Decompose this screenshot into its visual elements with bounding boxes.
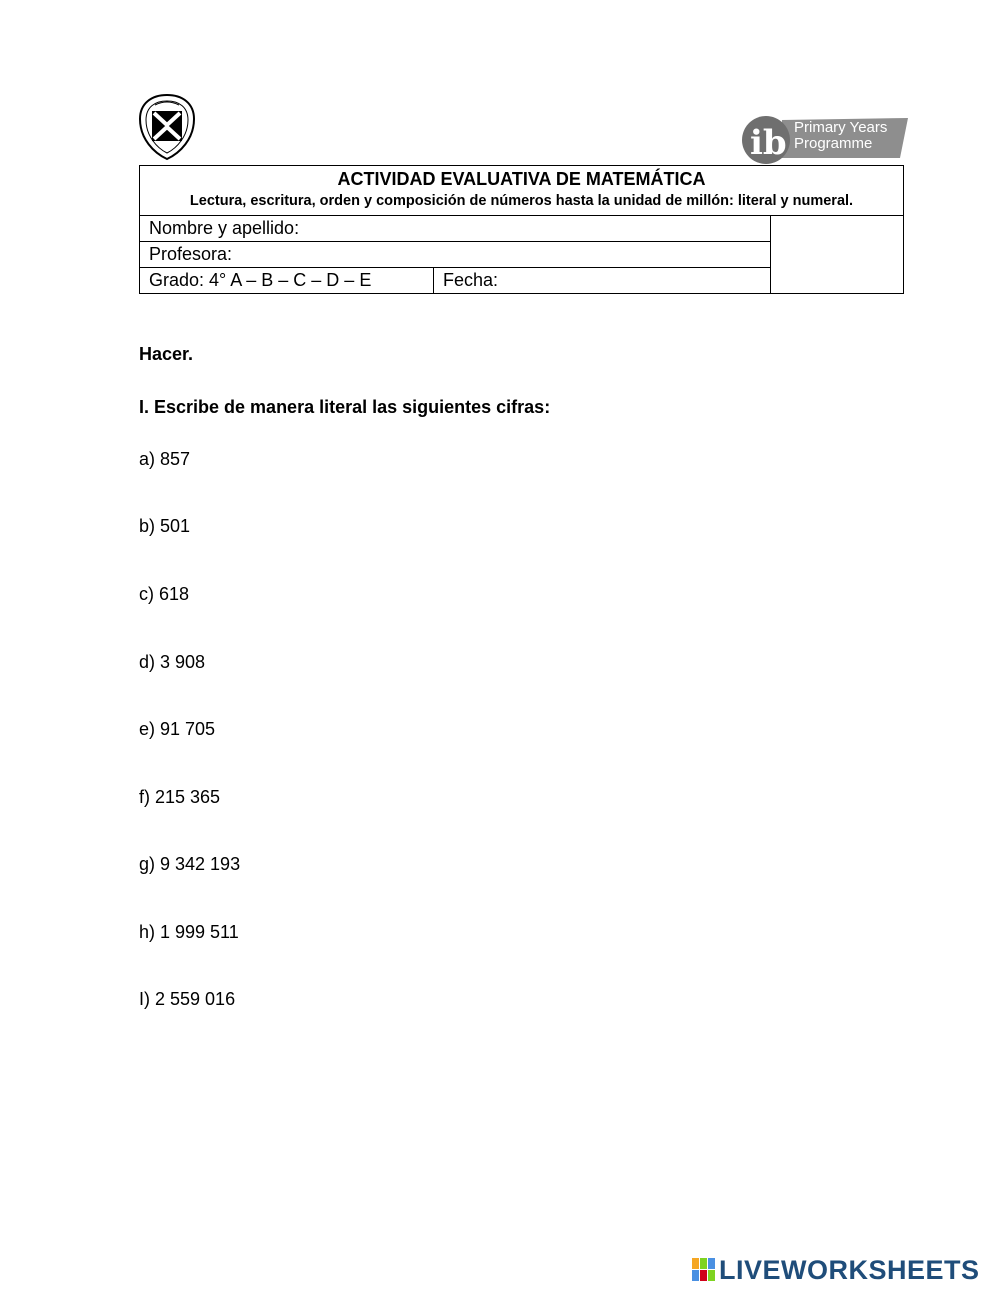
liveworksheets-brand[interactable] bbox=[692, 1255, 980, 1285]
list-item: f) 215 365 bbox=[139, 787, 221, 807]
ib-program-text: Primary Years Programme bbox=[794, 119, 888, 152]
list-item: g) 9 342 193 bbox=[139, 854, 241, 874]
list-item: c) 618 bbox=[139, 584, 190, 604]
title-cell bbox=[140, 166, 904, 216]
date-field[interactable]: Fecha: bbox=[434, 268, 771, 294]
list-item: b) 501 bbox=[139, 516, 191, 536]
list-item: a) 857 bbox=[139, 449, 191, 469]
grade-field[interactable]: Grado: 4° A – B – C – D – E bbox=[140, 268, 434, 294]
page-subtitle: Lectura, escritura, orden y composición de números hasta la unidad de millón: literal y numeral. bbox=[189, 193, 854, 209]
instruction-heading: Hacer. bbox=[139, 344, 194, 364]
grade-box[interactable] bbox=[771, 216, 904, 294]
section-1-title: I. Escribe de manera literal las siguientes cifras: bbox=[139, 397, 551, 417]
page-title: ACTIVIDAD EVALUATIVA DE MATEMÁTICA bbox=[337, 169, 706, 189]
list-item: e) 91 705 bbox=[139, 719, 216, 739]
school-crest-logo bbox=[138, 93, 196, 161]
brand-text: LIVEWORKSHEETS bbox=[719, 1254, 980, 1285]
header-table bbox=[139, 165, 904, 294]
list-item: d) 3 908 bbox=[139, 652, 206, 672]
teacher-field[interactable]: Profesora: bbox=[140, 242, 771, 268]
svg-text:ib: ib bbox=[750, 123, 787, 163]
list-item: I) 2 559 016 bbox=[139, 989, 236, 1009]
name-field[interactable]: Nombre y apellido: bbox=[140, 216, 771, 242]
list-item: h) 1 999 511 bbox=[139, 922, 239, 942]
liveworksheets-icon bbox=[692, 1258, 716, 1282]
